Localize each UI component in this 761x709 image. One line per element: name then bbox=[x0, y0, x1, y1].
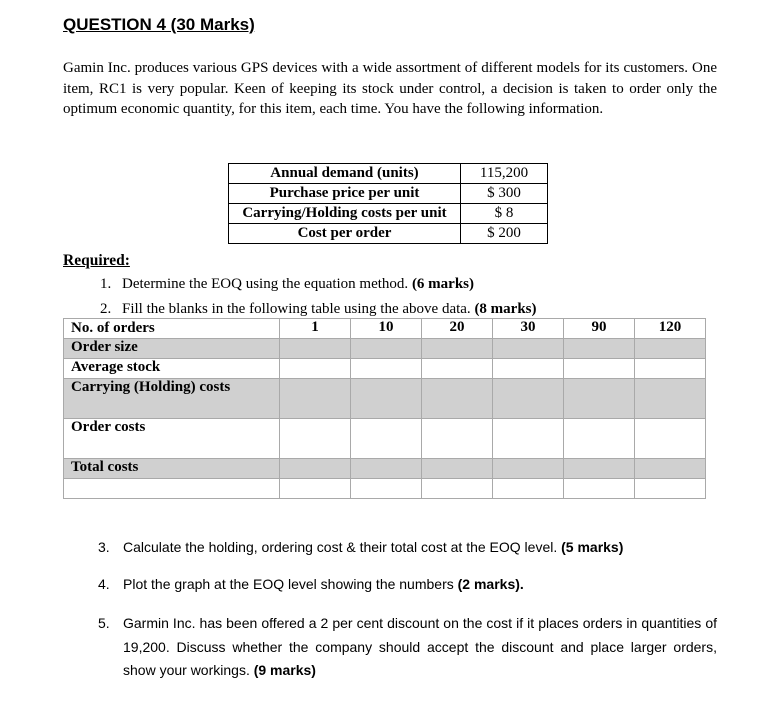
blank-cell bbox=[351, 339, 422, 359]
item-marks: (5 marks) bbox=[561, 539, 624, 555]
blank-cell bbox=[493, 479, 564, 499]
item-number: 5. bbox=[98, 615, 110, 631]
item-text: Garmin Inc. has been offered a 2 per cent discount on the cost if it places orders in quantities of 19,200. Discuss whether the company should accept the discount and place larger orders, show your workings. bbox=[123, 615, 717, 678]
blank-cell bbox=[422, 479, 493, 499]
item-text: Plot the graph at the EOQ level showing the numbers bbox=[123, 576, 454, 592]
orders-header-cell: 10 bbox=[351, 319, 422, 339]
table-row-order-costs bbox=[64, 419, 706, 459]
required-item-4 bbox=[98, 576, 524, 592]
info-row-cost-per-order bbox=[229, 224, 548, 244]
orders-header-cell: 120 bbox=[635, 319, 706, 339]
blank-cell bbox=[280, 379, 351, 419]
blank-cell bbox=[564, 379, 635, 419]
item-number: 2. bbox=[100, 301, 112, 317]
blank-cell bbox=[351, 419, 422, 459]
blank-cell bbox=[422, 359, 493, 379]
table-row-total-costs bbox=[64, 459, 706, 479]
blank-cell bbox=[351, 379, 422, 419]
info-row-carrying-costs bbox=[229, 204, 548, 224]
item-text: Determine the EOQ using the equation method. bbox=[122, 276, 409, 292]
blank-cell bbox=[635, 479, 706, 499]
blank-cell bbox=[422, 339, 493, 359]
row-label: Order size bbox=[64, 339, 280, 359]
required-heading: Required: bbox=[63, 252, 130, 269]
blank-cell bbox=[280, 459, 351, 479]
orders-header-cell: 30 bbox=[493, 319, 564, 339]
item-marks: (6 marks) bbox=[411, 276, 475, 292]
orders-header-cell: 20 bbox=[422, 319, 493, 339]
info-label: Cost per order bbox=[229, 224, 461, 244]
row-label: Total costs bbox=[64, 459, 280, 479]
required-item-1 bbox=[100, 276, 474, 293]
item-marks: (2 marks). bbox=[457, 576, 524, 592]
blank-cell bbox=[493, 359, 564, 379]
blank-cell bbox=[635, 419, 706, 459]
info-value: $ 8 bbox=[461, 204, 548, 224]
blank-cell bbox=[564, 359, 635, 379]
info-label: Purchase price per unit bbox=[229, 184, 461, 204]
item-marks: (8 marks) bbox=[474, 301, 537, 317]
blank-cell bbox=[422, 459, 493, 479]
row-label: Average stock bbox=[64, 359, 280, 379]
table-row-average-stock bbox=[64, 359, 706, 379]
blank-cell bbox=[564, 419, 635, 459]
blank-cell bbox=[635, 379, 706, 419]
required-item-3 bbox=[98, 539, 623, 555]
blank-cell bbox=[422, 379, 493, 419]
info-label: Annual demand (units) bbox=[229, 164, 461, 184]
blank-cell bbox=[422, 419, 493, 459]
blank-cell bbox=[493, 379, 564, 419]
blank-cell bbox=[280, 359, 351, 379]
blank-cell bbox=[351, 479, 422, 499]
blank-cell bbox=[351, 459, 422, 479]
table-row-carrying-costs bbox=[64, 379, 706, 419]
table-row-empty bbox=[64, 479, 706, 499]
blank-cell bbox=[280, 479, 351, 499]
required-item-2 bbox=[100, 301, 537, 318]
blank-cell bbox=[635, 459, 706, 479]
info-row-purchase-price bbox=[229, 184, 548, 204]
blank-cell bbox=[564, 459, 635, 479]
info-row-annual-demand bbox=[229, 164, 548, 184]
item-number: 4. bbox=[98, 576, 110, 592]
blank-cell bbox=[635, 359, 706, 379]
info-value: 115,200 bbox=[461, 164, 548, 184]
blank-cell bbox=[64, 479, 280, 499]
item-text: Fill the blanks in the following table using the above data. bbox=[122, 301, 471, 317]
item-number: 1. bbox=[100, 276, 112, 292]
row-label: Order costs bbox=[64, 419, 280, 459]
info-label: Carrying/Holding costs per unit bbox=[229, 204, 461, 224]
item-marks: (9 marks) bbox=[253, 662, 316, 678]
item-number: 3. bbox=[98, 539, 110, 555]
orders-header-cell: 90 bbox=[564, 319, 635, 339]
question-intro: Gamin Inc. produces various GPS devices with a wide assortment of different models for its customers. One item, RC1 is very popular. Keen of keeping its stock under control, a decision is taken to order only the optimum economic quantity, for this item, each time. You have the following information. bbox=[63, 60, 717, 117]
info-value: $ 200 bbox=[461, 224, 548, 244]
info-table bbox=[228, 163, 548, 244]
orders-header-row bbox=[64, 319, 706, 339]
blank-cell bbox=[493, 339, 564, 359]
info-value: $ 300 bbox=[461, 184, 548, 204]
blank-cell bbox=[280, 339, 351, 359]
blank-cell bbox=[564, 339, 635, 359]
blank-cell bbox=[280, 419, 351, 459]
blank-cell bbox=[635, 339, 706, 359]
blank-cell bbox=[493, 459, 564, 479]
orders-table bbox=[63, 318, 706, 499]
orders-header-cell: 1 bbox=[280, 319, 351, 339]
orders-header-label: No. of orders bbox=[64, 319, 280, 339]
table-row-order-size bbox=[64, 339, 706, 359]
blank-cell bbox=[493, 419, 564, 459]
blank-cell bbox=[564, 479, 635, 499]
question-title: QUESTION 4 (30 Marks) bbox=[63, 15, 255, 34]
row-label: Carrying (Holding) costs bbox=[64, 379, 280, 419]
item-text: Calculate the holding, ordering cost & their total cost at the EOQ level. bbox=[123, 539, 558, 555]
blank-cell bbox=[351, 359, 422, 379]
required-item-5 bbox=[98, 612, 718, 683]
